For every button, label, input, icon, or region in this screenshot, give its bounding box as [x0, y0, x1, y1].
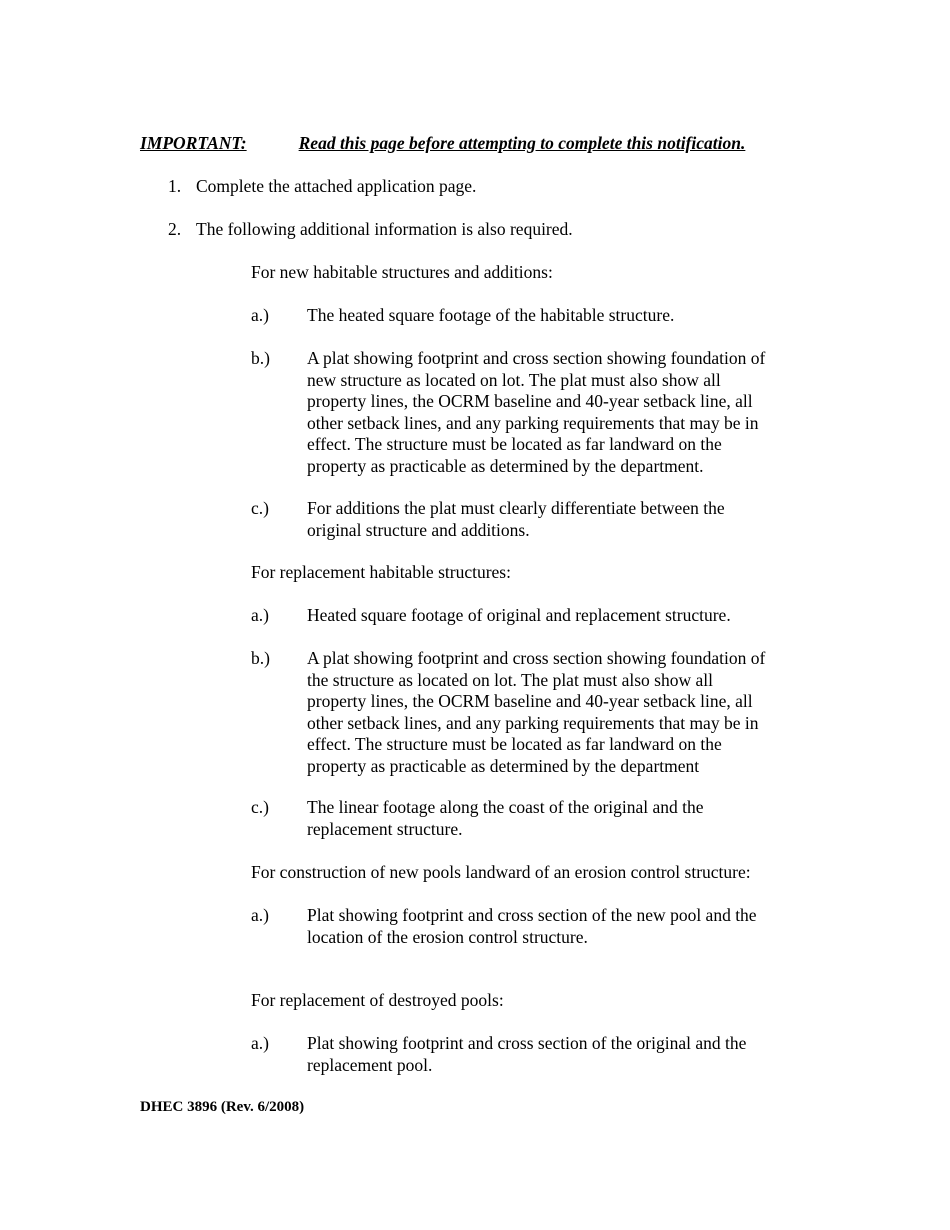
item-label: a.) [251, 905, 269, 925]
section-title-new-structures: For new habitable structures and additions: [251, 262, 553, 282]
item-text: Plat showing footprint and cross section of the original and the replacement pool. [307, 1033, 747, 1075]
item-label: a.) [251, 1033, 269, 1053]
step-text: The following additional information is also required. [196, 219, 573, 239]
item-text: A plat showing footprint and cross section showing foundation of the structure as located on lot. The plat must also show all property lines, the OCRM baseline and 40-year setback line, all other setback lines, and any parking requirements that may be in effect. The structure must be located as far landward on the property as practicable as determined by the department [307, 648, 766, 776]
step-text: Complete the attached application page. [196, 176, 477, 196]
step-number: 1. [168, 176, 182, 196]
step-1 [168, 176, 476, 198]
item-text: A plat showing footprint and cross section showing foundation of new structure as located on lot. The plat must also show all property lines, the OCRM baseline and 40-year setback line, all other setback lines, and any parking requirements that may be in effect. The structure must be located as far landward on the property as practicable as determined by the department. [307, 348, 766, 476]
section-title-new-pools: For construction of new pools landward of an erosion control structure: [251, 862, 751, 882]
important-heading [140, 133, 745, 155]
step-2 [168, 219, 573, 241]
important-text: Read this page before attempting to complete this notification. [298, 133, 746, 153]
item-label: b.) [251, 648, 270, 668]
item-text: Plat showing footprint and cross section of the new pool and the location of the erosion control structure. [307, 905, 757, 947]
item-text: The heated square footage of the habitable structure. [307, 305, 675, 325]
item-label: c.) [251, 797, 269, 817]
item-label: a.) [251, 605, 269, 625]
item-label: a.) [251, 305, 269, 325]
item-text: For additions the plat must clearly differentiate between the original structure and additions. [307, 498, 725, 540]
form-id-footer: DHEC 3896 (Rev. 6/2008) [140, 1099, 305, 1115]
section-title-replacement-pools: For replacement of destroyed pools: [251, 990, 504, 1010]
item-label: c.) [251, 498, 269, 518]
item-text: The linear footage along the coast of the original and the replacement structure. [307, 797, 704, 839]
section-title-replacement-structures: For replacement habitable structures: [251, 562, 511, 582]
item-label: b.) [251, 348, 270, 368]
important-label: IMPORTANT: [140, 133, 247, 153]
item-text: Heated square footage of original and replacement structure. [307, 605, 731, 625]
step-number: 2. [168, 219, 182, 239]
